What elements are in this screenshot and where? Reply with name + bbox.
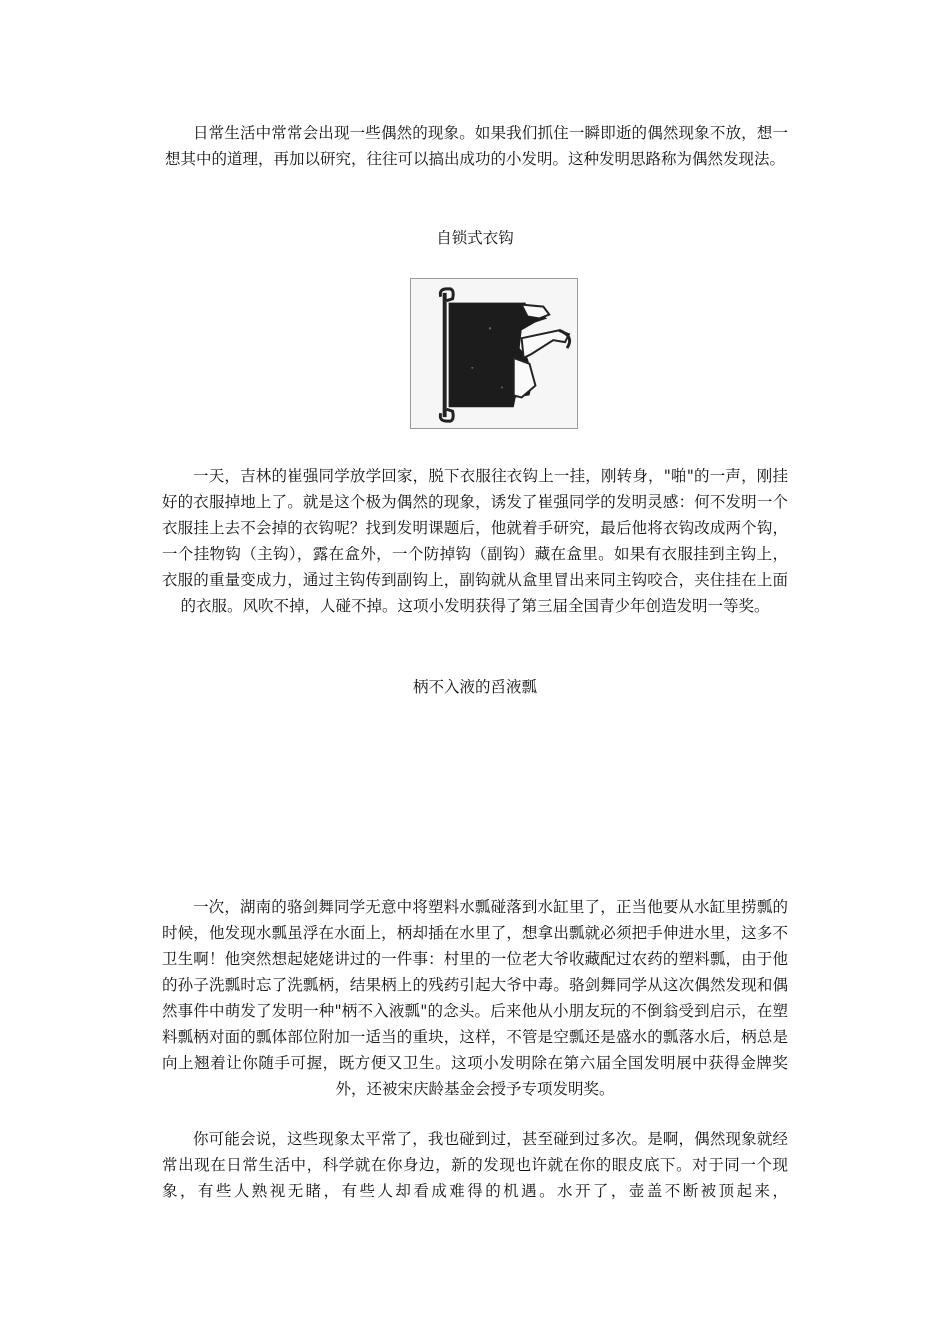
missing-ladle-figure-space: [162, 710, 788, 880]
intro-paragraph: 日常生活中常常会出现一些偶然的现象。如果我们抓住一瞬即逝的偶然现象不放，想一想其中的道理，再加以研究，往往可以搞出成功的小发明。这种发明思路称为偶然发现法。: [164, 124, 788, 168]
hook-story-paragraph: 一天，吉林的崔强同学放学回家，脱下衣服往衣钩上一挂，刚转身，"啪"的一声，刚挂好的衣服掉地上了。就是这个极为偶然的现象，诱发了崔强同学的发明灵感：何不发明一个衣服挂上去不会掉的衣钩呢？找到发明课题后，他就着手研究，最后他将衣钩改成两个钩，一个挂物钩（主钩），露在盒外，一个防掉钩（副钩）藏在盒里。如果有衣服挂到主钩上，衣服的重量变成力，通过主钩传到副钩上，副钩就从盒里冒出来同主钩咬合，夹住挂在上面的衣服。风吹不掉，人碰不掉。这项小发明获得了第三届全国青少年创造发明一等奖。: [162, 467, 788, 615]
heading-self-locking-hook: 自锁式衣钩: [436, 229, 514, 247]
clothes-hook-figure: [410, 278, 578, 429]
heading-ladle: 柄不入液的舀液瓢: [412, 678, 537, 696]
closing-paragraph: 你可能会说，这些现象太平常了，我也碰到过，甚至碰到过多次。是啊，偶然现象就经常出现在日常生活中，科学就在你身边，新的发现也许就在你的眼皮底下。对于同一个现象，有些人熟视无睹，有些人却看成难得的机遇。水开了，壶盖不断被顶起来，: [162, 1130, 788, 1200]
ladle-story-paragraph: 一次，湖南的骆剑舞同学无意中将塑料水瓢碰落到水缸里了，正当他要从水缸里捞瓢的时候，他发现水瓢虽浮在水面上，柄却插在水里了，想拿出瓢就必须把手伸进水里，这多不卫生啊！他突然想起姥姥讲过的一件事：村里的一位老大爷收藏配过农药的塑料瓢，由于他的孙子洗瓢时忘了洗瓢柄，结果柄上的残药引起大爷中毒。骆剑舞同学从这次偶然发现和偶然事件中萌发了发明一种"柄不入液瓢"的念头。后来他从小朋友玩的不倒翁受到启示，在塑料瓢柄对面的瓢体部位附加一适当的重块，这样，不管是空瓢还是盛水的瓢落水后，柄总是向上翘着让你随手可握，既方便又卫生。这项小发明除在第六届全国发明展中获得金牌奖外，还被宋庆龄基金会授予专项发明奖。: [162, 898, 788, 1098]
self-locking-clothes-hook-icon: [411, 279, 577, 428]
